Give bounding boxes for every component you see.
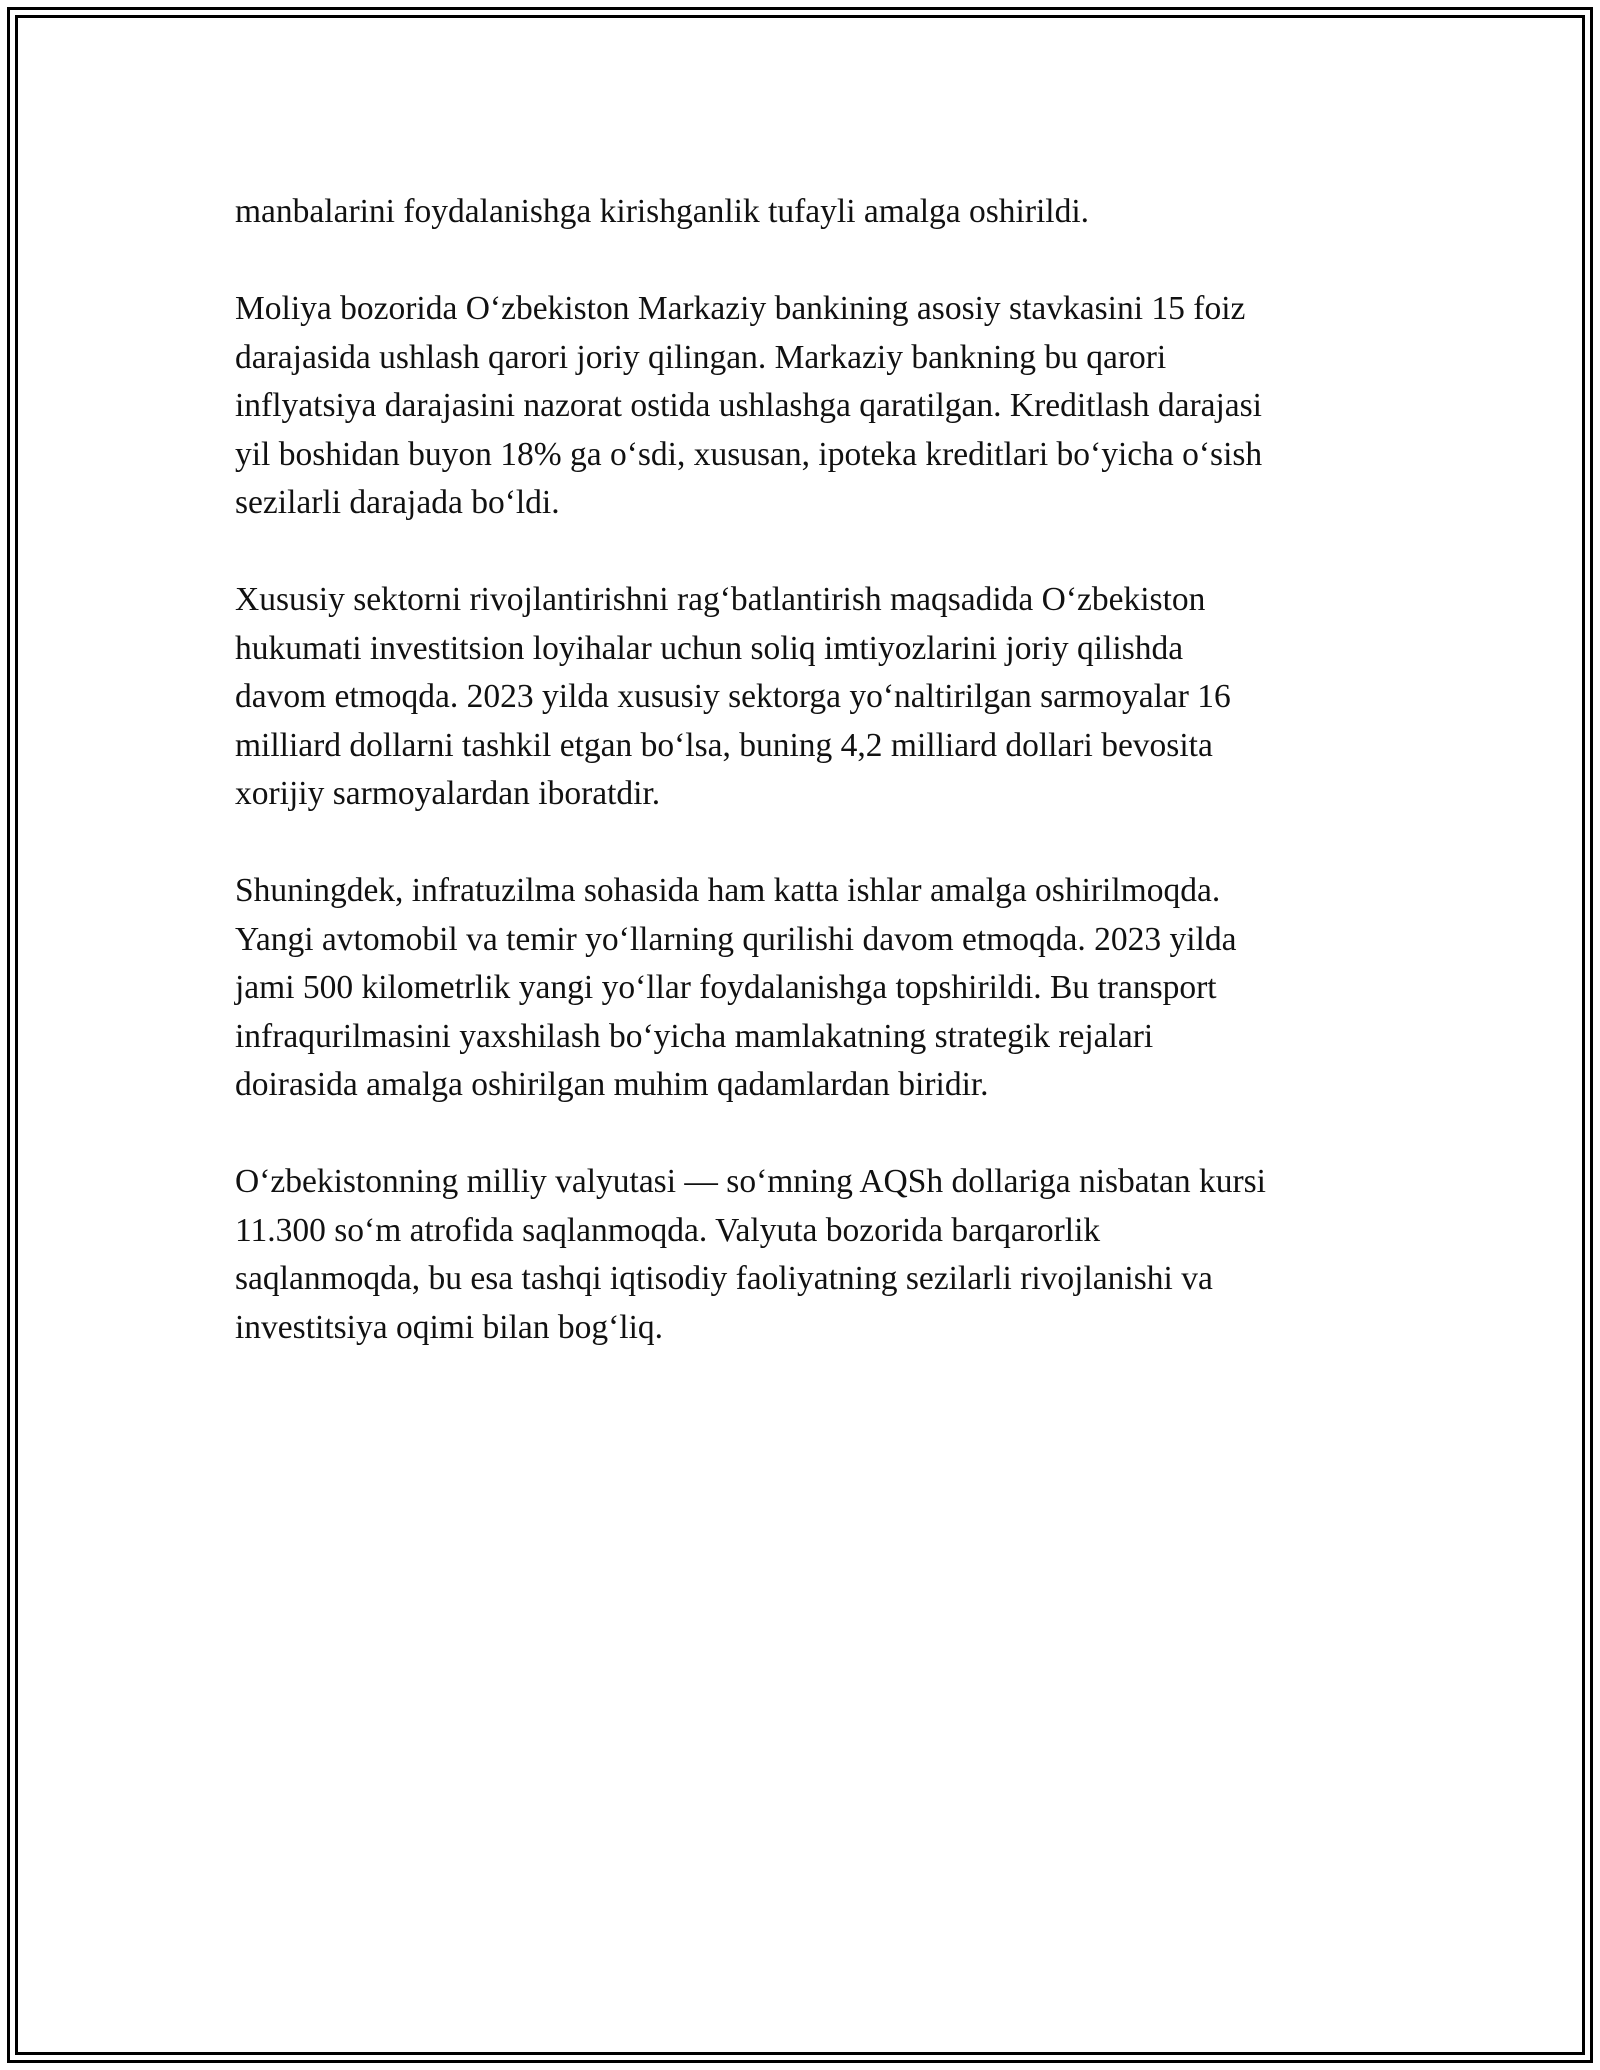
paragraph-infrastructure: Shuningdek, infratuzilma sohasida ham katta ishlar amalga oshirilmoqda. Yangi avtomobil va temir yo‘llarning qurilishi davom etmoqda. 2023 yilda jami 500 kilometrlik yangi yo‘llar foydalanishga topshirildi. Bu transport infraqurilmasini yaxshilash bo‘yicha mamlakatning strategik rejalari doirasida amalga oshirilgan muhim qadamlardan biridir.: [235, 872, 1237, 1103]
paragraph-currency: O‘zbekistonning milliy valyutasi — so‘mning AQSh dollariga nisbatan kursi 11.300 so‘m atrofida saqlanmoqda. Valyuta bozorida barqarorlik saqlanmoqda, bu esa tashqi iqtisodiy faoliyatning sezilarli rivojlanishi va investitsiya oqimi bilan bog‘liq.: [235, 1163, 1266, 1346]
paragraph-private-sector: Xususiy sektorni rivojlantirishni rag‘batlantirish maqsadida O‘zbekiston hukumati investitsion loyihalar uchun soliq imtiyozlarini joriy qilishda davom etmoqda. 2023 yilda xususiy sektorga yo‘naltirilgan sarmoyalar 16 milliard dollarni tashkil etgan bo‘lsa, buning 4,2 milliard dollari bevosita xorijiy sarmoyalardan iboratdir.: [235, 581, 1231, 812]
paragraph-continuation: manbalarini foydalanishga kirishganlik tufayli amalga oshirildi.: [235, 193, 1090, 230]
paragraph-financial-market: Moliya bozorida O‘zbekiston Markaziy bankining asosiy stavkasini 15 foiz darajasida ushlash qarori joriy qilingan. Markaziy bankning bu qarori inflyatsiya darajasini nazorat ostida ushlashga qaratilgan. Kreditlash darajasi yil boshidan buyon 18% ga o‘sdi, xususan, ipoteka kreditlari bo‘yicha o‘sish sezilarli darajada bo‘ldi.: [235, 290, 1263, 521]
document-body: [235, 188, 1385, 1401]
